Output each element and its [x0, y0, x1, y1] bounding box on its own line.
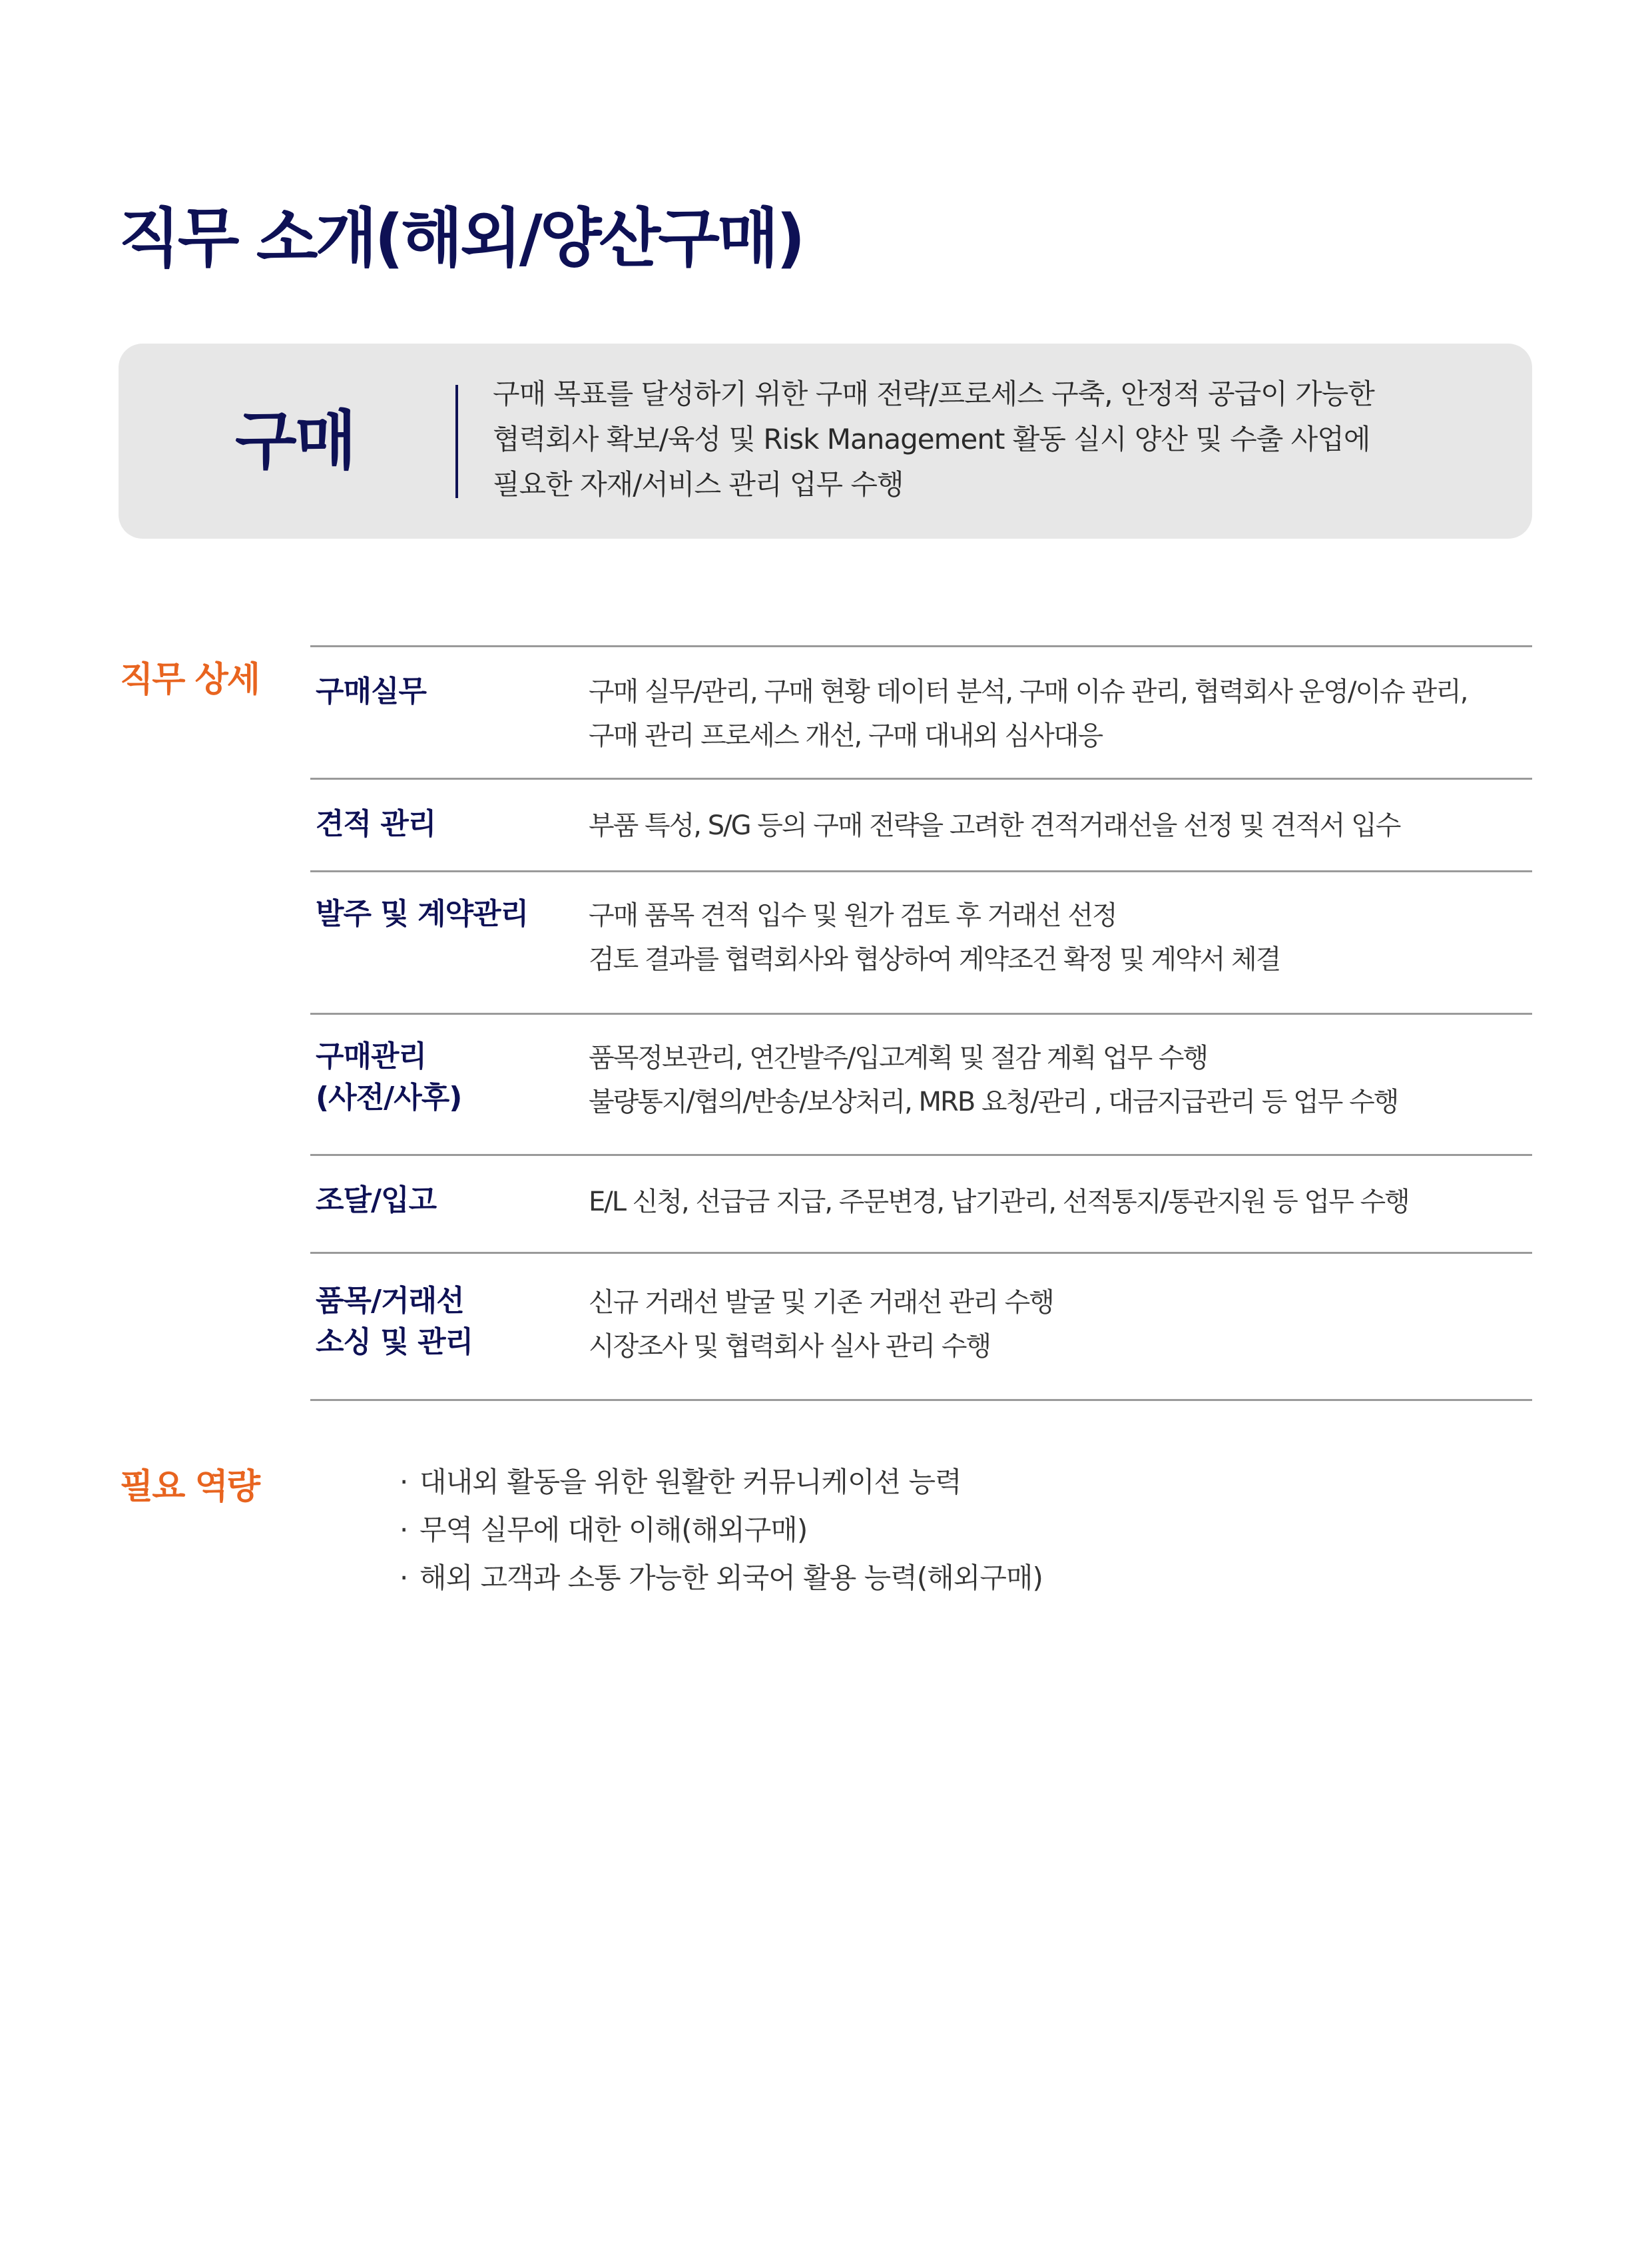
table-row	[310, 1254, 1532, 1401]
row-name-line: 구매실무	[316, 675, 427, 708]
required-skills-list	[400, 1458, 1043, 1602]
list-item: · 무역 실무에 대한 이해(해외구매)	[400, 1506, 1043, 1554]
table-row	[310, 872, 1532, 1015]
job-detail-table	[310, 645, 1532, 1401]
row-name-line: 조달/입고	[316, 1183, 437, 1217]
row-name	[316, 804, 435, 845]
row-description-line: 구매 관리 프로세스 개선, 구매 대내외 심사대응	[589, 720, 1103, 751]
summary-title: 구매	[235, 404, 355, 478]
row-description-line: 불량통지/협의/반송/보상처리, MRB 요청/관리 , 대금지급관리 등 업무 수행	[589, 1087, 1398, 1117]
row-description-line: 신규 거래선 발굴 및 기존 거래선 관리 수행	[589, 1287, 1053, 1318]
summary-line: 필요한 자재/서비스 관리 업무 수행	[493, 468, 904, 501]
row-name-line: 소싱 및 관리	[316, 1325, 473, 1359]
row-name-line: 품목/거래선	[316, 1284, 464, 1318]
row-description-line: E/L 신청, 선급금 지급, 주문변경, 납기관리, 선적통지/통관지원 등 업무 수행	[589, 1187, 1409, 1217]
row-description-line: 품목정보관리, 연간발주/입고계획 및 절감 계획 업무 수행	[589, 1043, 1208, 1073]
row-name-line: 견적 관리	[316, 807, 436, 841]
job-summary-box	[119, 344, 1532, 539]
row-description	[589, 894, 1280, 981]
row-name-line: 발주 및 계약관리	[316, 897, 529, 931]
row-description-line: 구매 실무/관리, 구매 현황 데이터 분석, 구매 이슈 관리, 협력회사 운영/이슈 관리,	[589, 677, 1468, 707]
row-name	[316, 1036, 461, 1119]
row-description	[589, 804, 1400, 848]
row-description-line: 부품 특성, S/G 등의 구매 전략을 고려한 견적거래선을 선정 및 견적서 입수	[589, 810, 1400, 841]
page-title: 직무 소개(해외/양산구매)	[119, 201, 803, 276]
table-row	[310, 1156, 1532, 1254]
row-description-line: 검토 결과를 협력회사와 협상하여 계약조건 확정 및 계약서 체결	[589, 944, 1280, 975]
job-detail-label: 직무 상세	[120, 660, 260, 700]
table-row	[310, 780, 1532, 872]
row-name	[316, 1280, 473, 1363]
row-description-line: 구매 품목 견적 입수 및 원가 검토 후 거래선 선정	[589, 900, 1117, 931]
row-name-line: (사전/사후)	[316, 1081, 462, 1115]
table-row	[310, 1015, 1532, 1156]
required-skills-label: 필요 역량	[120, 1467, 260, 1507]
row-description-line: 시장조사 및 협력회사 실사 관리 수행	[589, 1331, 991, 1362]
list-item: · 해외 고객과 소통 가능한 외국어 활용 능력(해외구매)	[400, 1554, 1043, 1602]
row-description	[589, 1036, 1398, 1124]
row-description	[589, 670, 1468, 758]
row-name	[316, 894, 528, 935]
row-description	[589, 1280, 1053, 1368]
summary-divider	[455, 385, 458, 498]
row-name-line: 구매관리	[316, 1039, 427, 1073]
table-row	[310, 647, 1532, 780]
list-item: · 대내외 활동을 위한 원활한 커뮤니케이션 능력	[400, 1458, 1043, 1506]
summary-description	[493, 372, 1374, 507]
row-name	[316, 671, 426, 712]
row-name	[316, 1180, 436, 1221]
row-description	[589, 1180, 1409, 1224]
summary-line: 협력회사 확보/육성 및 Risk Management 활동 실시 양산 및 수출 사업에	[493, 423, 1370, 455]
summary-line: 구매 목표를 달성하기 위한 구매 전략/프로세스 구축, 안정적 공급이 가능한	[493, 378, 1374, 410]
